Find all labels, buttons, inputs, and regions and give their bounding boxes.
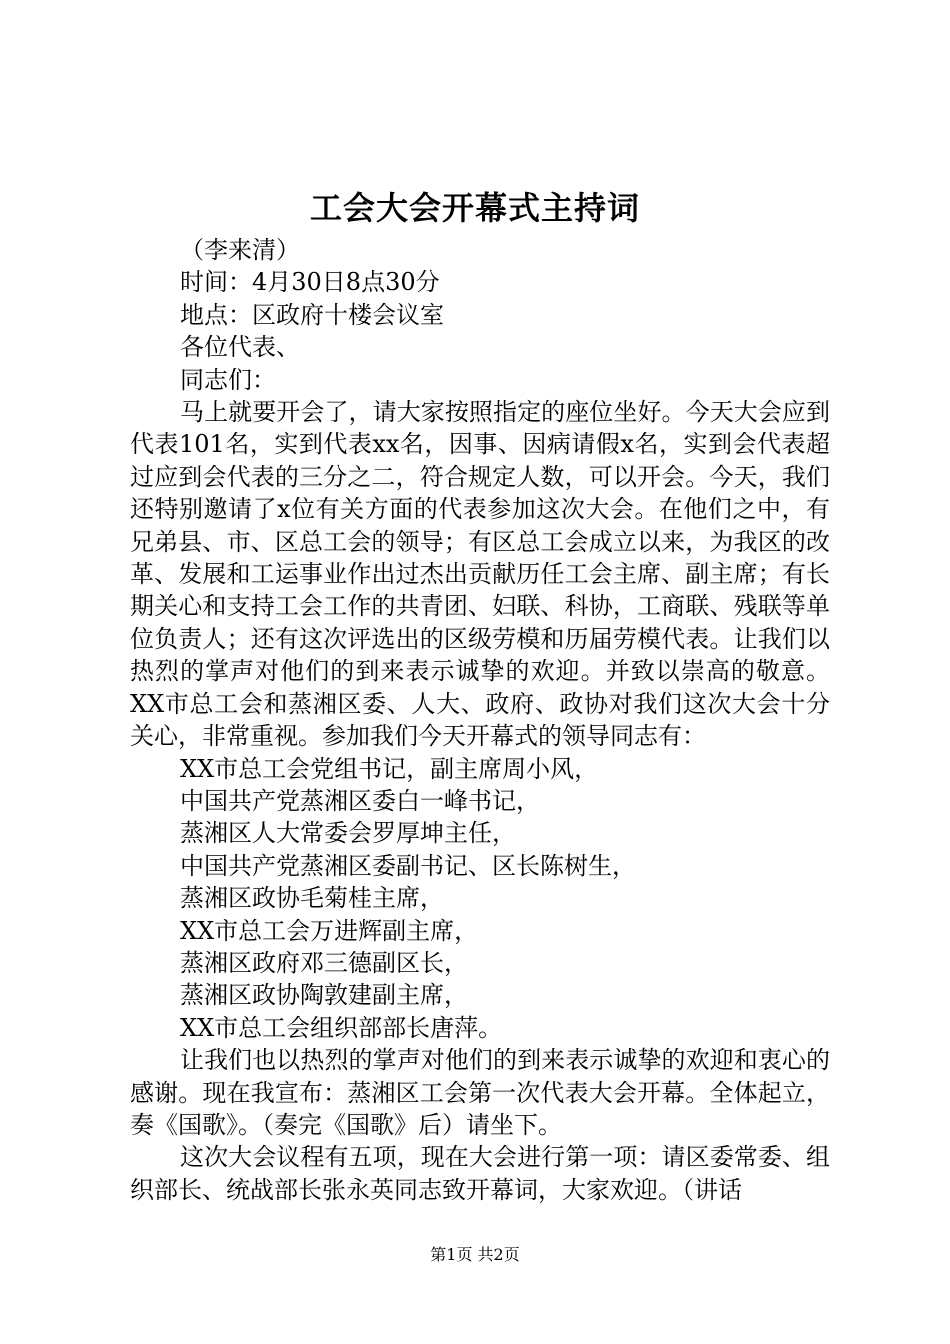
leader-item: 蒸湘区政府邓三德副区长，	[180, 948, 468, 977]
document-body	[130, 234, 830, 1206]
time-line: 时间：4月30日8点30分	[180, 268, 440, 297]
leader-item: 蒸湘区政协毛菊桂主席，	[180, 884, 444, 913]
leader-item: 中国共产党蒸湘区委副书记、区长陈树生，	[180, 851, 636, 880]
leader-item: XX市总工会万进辉副主席，	[180, 916, 479, 945]
leader-item: XX市总工会组织部部长唐萍。	[180, 1013, 503, 1042]
page-title: 工会大会开幕式主持词	[309, 189, 640, 227]
leader-item: 蒸湘区政协陶敦建副主席，	[180, 981, 468, 1010]
salutation-line: 同志们：	[180, 365, 276, 394]
author-line: （李来清）	[180, 236, 300, 264]
salutation-line: 各位代表、	[180, 333, 300, 362]
leader-item: XX市总工会党组书记，副主席周小风，	[180, 754, 599, 783]
welcome-paragraph: 让我们也以热烈的掌声对他们的到来表示诚挚的欢迎和衷心的感谢。现在我宣布：蒸湘区工会第一次代表大会开幕。全体起立，奏《国歌》。（奏完《国歌》后）请坐下。	[130, 1046, 830, 1139]
page-footer: 第1页 共2页	[430, 1245, 520, 1264]
agenda-paragraph: 这次大会议程有五项，现在大会进行第一项：请区委常委、组织部长、统战部长张永英同志致开幕词，大家欢迎。（讲话	[130, 1143, 830, 1204]
leader-item: 蒸湘区人大常委会罗厚坤主任，	[180, 819, 516, 848]
leader-item: 中国共产党蒸湘区委白一峰书记，	[180, 786, 540, 815]
opening-paragraph: 马上就要开会了，请大家按照指定的座位坐好。今天大会应到代表101名，实到代表xx名，因事、因病请假x名，实到会代表超过应到会代表的三分之二，符合规定人数，可以开会。今天，我们还特别邀请了x位有关方面的代表参加这次大会。在他们之中，有兄弟县、市、区总工会的领导；有区总工会成立以来，为我区的改革、发展和工运事业作出过杰出贡献历任工会主席、副主席；有长期关心和支持工会工作的共青团、妇联、科协，工商联、残联等单位负责人；还有这次评选出的区级劳模和历届劳模代表。让我们以热烈的掌声对他们的到来表示诚挚的欢迎。并致以崇高的敬意。XX市总工会和蒸湘区委、人大、政府、政协对我们这次大会十分关心，非常重视。参加我们今天开幕式的领导同志有：	[130, 398, 830, 751]
location-line: 地点：区政府十楼会议室	[180, 300, 444, 329]
